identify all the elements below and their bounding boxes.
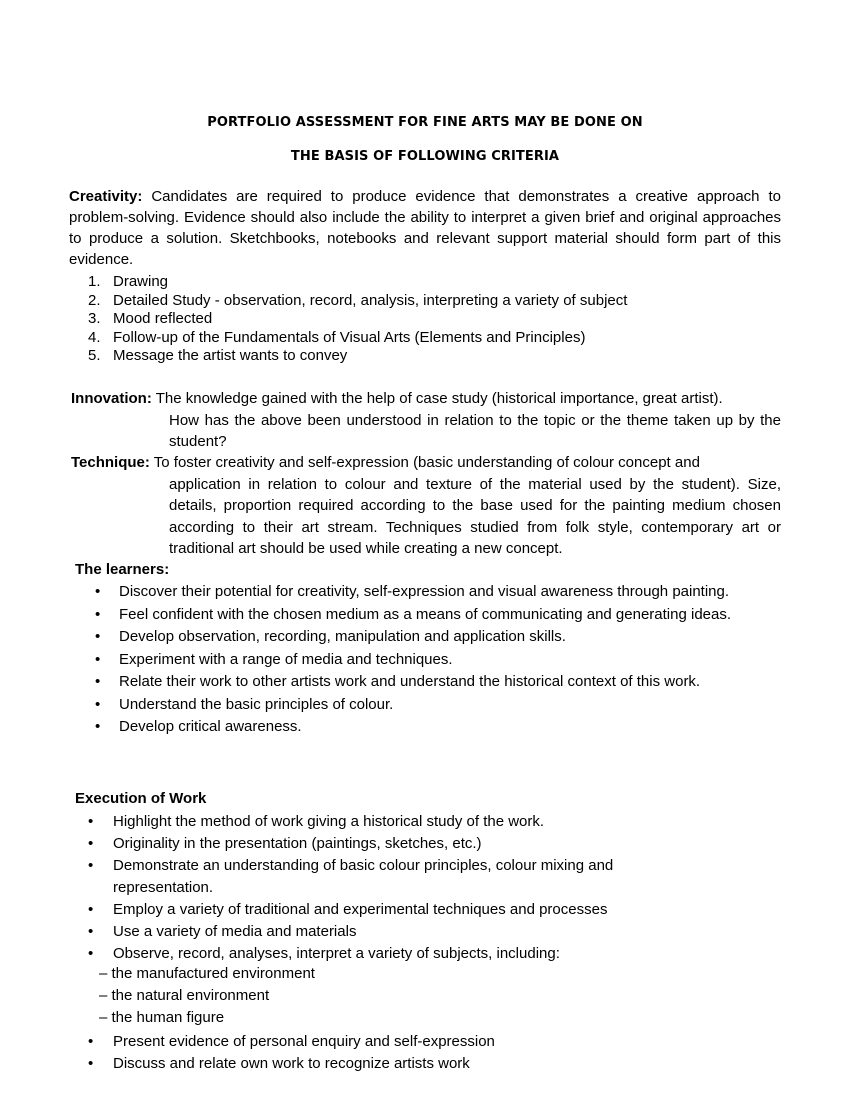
innovation-paragraph [71,388,781,453]
list-item [80,292,740,311]
list-text: representation. [113,879,214,896]
list-text: Employ a variety of traditional and experimental techniques and processes [113,901,608,918]
bullet-icon: • [88,901,94,918]
list-text: Use a variety of media and materials [113,923,357,940]
list-number: 5. [88,347,101,364]
sub-item: – the human figure [99,1009,225,1026]
list-item [80,329,740,348]
list-text: Observe, record, analyses, interpret a variety of subjects, including: [113,945,560,962]
bullet-icon: • [95,650,101,668]
list-item [88,1031,708,1053]
list-item [80,310,740,329]
bullet-icon: • [95,673,101,690]
list-item [95,581,795,604]
list-item [88,921,708,943]
list-text: Understand the basic principles of colour. [119,695,394,713]
list-text: Experiment with a range of media and techniques. [119,650,453,668]
list-number: 4. [88,328,101,346]
list-item [88,899,708,921]
bullet-icon: • [88,923,94,940]
list-item [95,694,795,717]
sub-item: – the natural environment [99,987,270,1004]
heading-line-2: THE BASIS OF FOLLOWING CRITERIA [290,149,560,164]
heading-line-1: PORTFOLIO ASSESSMENT FOR FINE ARTS MAY BE DONE ON [207,115,643,130]
list-text: Develop critical awareness. [119,718,302,735]
list-item [88,855,708,877]
execution-list [88,811,708,965]
list-number: 1. [88,273,101,290]
creativity-text: Candidates are required to produce evidence that demonstrates a creative approach to problem-solving. Evidence should also include the ability to interpret a given brief and original approaches to produce a solution. Sketchbooks, notebooks and relevant support material should form part of this evidence. [69,188,781,268]
bullet-icon: • [88,1055,94,1072]
list-text: Originality in the presentation (paintings, sketches, etc.) [113,835,482,852]
innovation-continuation: How has the above been understood in relation to the topic or the theme taken up by the student? [169,411,781,450]
execution-list-continued [88,1031,708,1075]
innovation-label: Innovation: [71,390,152,407]
bullet-icon: • [88,945,94,962]
technique-paragraph [71,452,781,560]
list-text: Drawing [113,273,169,290]
list-item [88,1053,708,1075]
list-item [88,833,708,855]
bullet-icon: • [95,583,101,600]
list-text: Develop observation, recording, manipulation and application skills. [119,628,566,645]
list-item [80,347,740,366]
list-item [95,626,795,649]
list-text: Detailed Study - observation, record, analysis, interpreting a variety of subject [113,291,628,309]
list-text: Mood reflected [113,310,213,327]
list-item [95,604,795,627]
bullet-icon: • [95,718,101,735]
bullet-icon: • [95,628,101,645]
list-text: Feel confident with the chosen medium as a means of communicating and generating ideas. [119,605,732,623]
bullet-icon: • [88,1033,94,1050]
learners-list [95,581,795,739]
list-number: 3. [88,310,101,327]
list-text: Discover their potential for creativity, self-expression and visual awareness through painting. [119,583,730,600]
technique-first-line: To foster creativity and self-expression (basic understanding of colour concept and [149,454,700,471]
creativity-list [80,273,740,366]
list-item [95,671,795,694]
list-item [80,273,740,292]
list-text: Message the artist wants to convey [113,347,348,364]
list-item [95,716,795,739]
list-item [88,811,708,833]
creativity-label: Creativity: [69,188,143,205]
list-text: Demonstrate an understanding of basic colour principles, colour mixing and [113,857,614,874]
innovation-first-line: The knowledge gained with the help of case study (historical importance, great artist). [151,390,723,407]
list-number: 2. [88,291,101,309]
list-item-continuation [88,877,708,899]
list-item [95,649,795,672]
execution-title: Execution of Work [75,790,207,807]
bullet-icon: • [95,695,101,713]
learners-title: The learners: [75,561,170,578]
technique-label: Technique: [71,454,150,471]
bullet-icon: • [95,605,101,623]
list-text: Present evidence of personal enquiry and self-expression [113,1033,495,1050]
sub-item: – the manufactured environment [99,965,315,982]
list-item [88,943,708,965]
bullet-icon: • [88,835,94,852]
list-text: Discuss and relate own work to recognize artists work [113,1055,470,1072]
bullet-icon: • [88,857,94,874]
technique-continuation: application in relation to colour and texture of the material used by the student). Size, details, proportion required according to the base used for the painting medium chosen according to their art stream. Techniques studied from folk style, contemporary art or traditional art should be used while creating a new concept. [169,475,781,557]
creativity-paragraph [69,186,781,270]
list-text: Follow-up of the Fundamentals of Visual Arts (Elements and Principles) [113,328,586,346]
list-text: Highlight the method of work giving a historical study of the work. [113,813,545,830]
list-text: Relate their work to other artists work and understand the historical context of this work. [119,673,701,690]
bullet-icon: • [88,813,94,830]
